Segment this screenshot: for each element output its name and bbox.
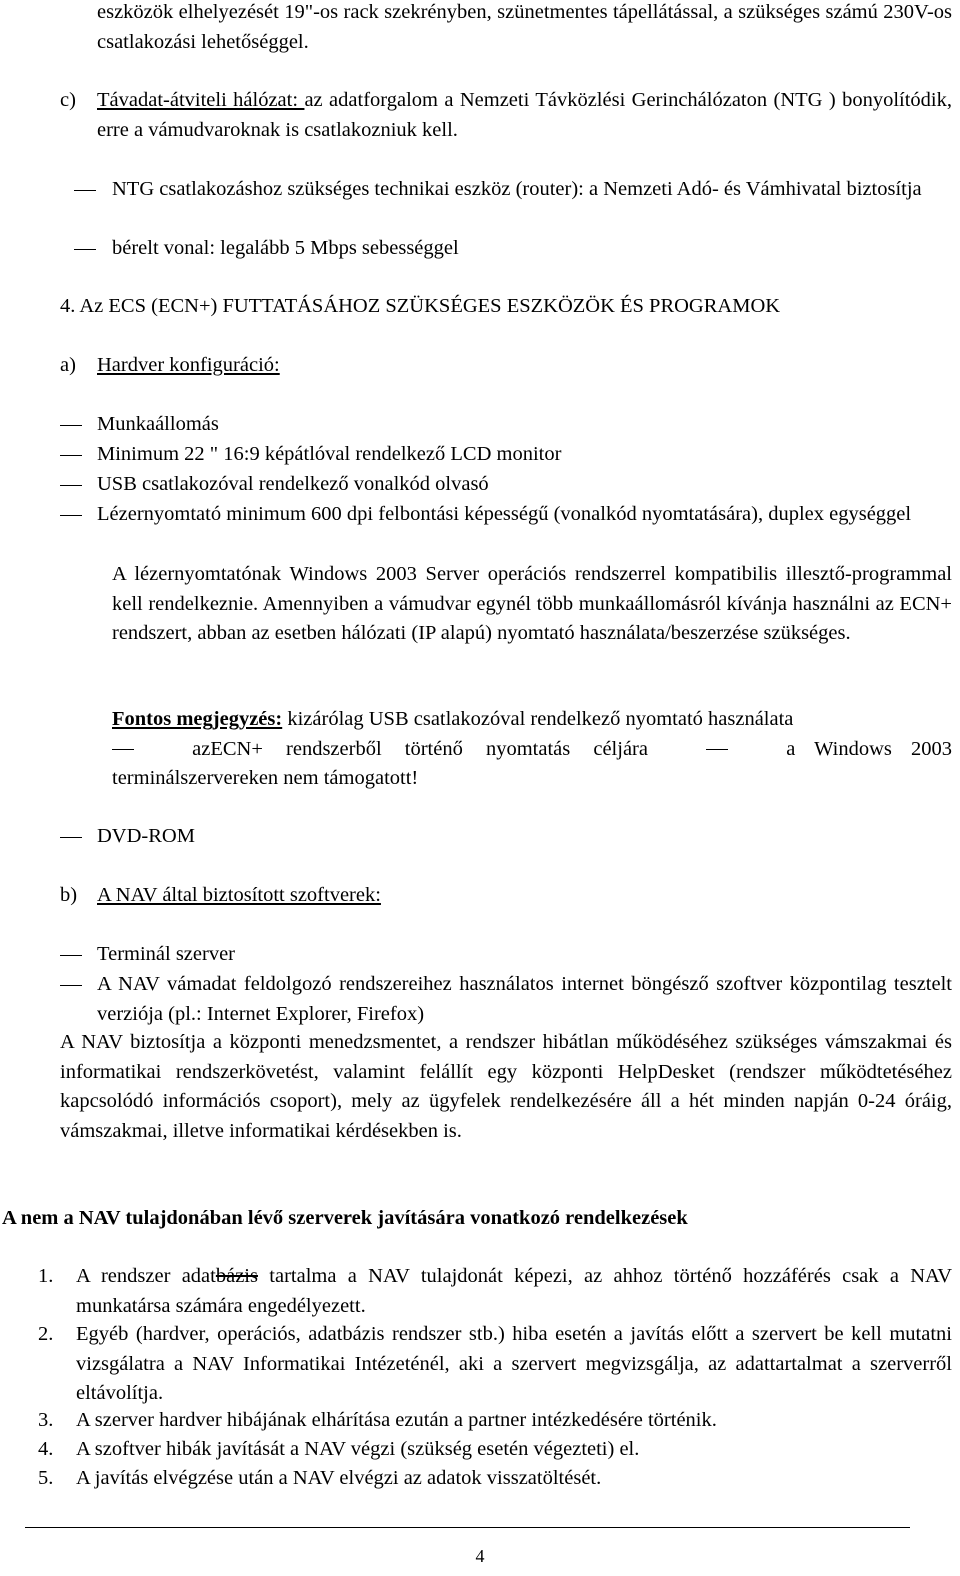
dash-icon <box>60 955 82 956</box>
section-a-bullet-2 <box>97 440 952 470</box>
nav-paragraph: A NAV biztosítja a központi menedzsmentet, a rendszer hibátlan működéséhez szükséges vámszakmai és informatikai rendszerkövetést, valamint felállít egy központi HelpDesket (rendszer működtetéséhez kapcsolódó információs csoport), mely az ügyfelek rendelkezésére áll a hét minden napján 0-24 óráig, vámszakmai, illetve informatikai kérdésekben is. <box>60 1031 952 1142</box>
item-body: A szerver hardver hibájának elhárítása ezután a partner intézkedésére történik. <box>76 1409 717 1431</box>
important-line-3: terminálszervereken nem támogatott! <box>112 767 419 789</box>
section-a-label: a) <box>60 354 76 376</box>
bullet-text: A NAV vámadat feldolgozó rendszereihez használatos internet böngésző szoftver központilag tesztelt verziója (pl.: Internet Explorer, Firefox) <box>97 973 952 1025</box>
important-label: Fontos megjegyzés: <box>112 708 283 730</box>
important-text-1: kizárólag USB csatlakozóval rendelkező nyomtató használata <box>282 708 794 730</box>
item-body: Egyéb (hardver, operációs, adatbázis rendszer stb.) hiba esetén a javítás előtt a szervert be kell mutatni vizsgálatra a NAV Informatikai Intézeténél, aki a szervert megvizsgálja, az adattartalmat a szerverről eltávolítja. <box>76 1323 952 1404</box>
section-c-body <box>97 86 952 145</box>
important-text-2: azECN+ rendszerből történő nyomtatás céljára <box>192 737 648 760</box>
section-c-bullet-2 <box>112 234 952 264</box>
bullet-text: USB csatlakozóval rendelkező vonalkód olvasó <box>97 473 489 495</box>
repair-item-3 <box>38 1406 952 1436</box>
page-number: 4 <box>475 1546 485 1566</box>
section-a-heading <box>60 351 952 381</box>
item-body: A javítás elvégzése után a NAV elvégzi az adatok visszatöltését. <box>76 1467 602 1489</box>
dash-icon <box>60 455 82 456</box>
item-number: 4. <box>38 1438 54 1460</box>
section-c-label: c) <box>60 89 76 111</box>
dash-icon <box>60 485 82 486</box>
section-b-bullet-1 <box>97 940 952 970</box>
section-a-bullet-3 <box>97 470 952 500</box>
section-c-title: Távadat-átviteli hálózat: <box>97 89 305 111</box>
dash-icon <box>74 190 96 191</box>
repair-item-5 <box>38 1464 952 1494</box>
dash-icon <box>60 425 82 426</box>
bullet-text: Terminál szerver <box>97 943 236 965</box>
section-b-heading <box>60 881 952 911</box>
section-b-bullet-2 <box>97 970 952 1029</box>
section-b-label: b) <box>60 884 78 906</box>
section-c <box>60 86 952 145</box>
item-text-post: tartalma a NAV tulajdonát képezi, az ahhoz történő hozzáférés csak a NAV munkatársa számára engedélyezett. <box>76 1265 952 1317</box>
item-number: 2. <box>38 1323 54 1345</box>
repair-item-4 <box>38 1435 952 1465</box>
dash-icon <box>60 515 82 516</box>
bullet-text: bérelt vonal: legalább 5 Mbps sebességgel <box>112 237 459 259</box>
section-a-bullet-1 <box>97 410 952 440</box>
dash-icon <box>60 837 82 838</box>
dash-icon <box>60 985 82 986</box>
dash-icon <box>74 249 96 250</box>
item-body: A szoftver hibák javítását a NAV végzi (szükség esetén végezteti) el. <box>76 1438 640 1460</box>
footer-rule <box>25 1527 910 1528</box>
important-note <box>112 705 952 794</box>
section-b-title: A NAV által biztosított szoftverek: <box>97 884 381 906</box>
important-line-1 <box>112 705 952 735</box>
item-number: 3. <box>38 1409 54 1431</box>
dash-icon <box>112 749 134 750</box>
section-a-bullet-4 <box>97 500 952 530</box>
item-body <box>76 1262 952 1321</box>
item-text-struck: bázis <box>215 1265 258 1287</box>
bullet-text: NTG csatlakozáshoz szükséges technikai eszköz (router): a Nemzeti Adó- és Vámhivatal biztosítja <box>112 178 922 200</box>
bullet-text: Munkaállomás <box>97 413 219 435</box>
item-text-pre: A rendszer adat <box>76 1265 216 1287</box>
bullet-text: Lézernyomtató minimum 600 dpi felbontási képességű (vonalkód nyomtatására), duplex egységgel <box>97 503 912 525</box>
section-a-bullet-dvd <box>97 822 952 852</box>
item-number: 1. <box>38 1265 54 1287</box>
section-4-heading: 4. Az ECS (ECN+) FUTTATÁSÁHOZ SZÜKSÉGES ESZKÖZÖK ÉS PROGRAMOK <box>60 295 781 317</box>
section-c-text: az adatforgalom a Nemzeti Távközlési Gerinchálózaton (NTG ) bonyolítódik, erre a vámudvaroknak is csatlakozniuk kell. <box>97 89 952 141</box>
section-a-title: Hardver konfiguráció: <box>97 354 280 376</box>
bullet-b2-body <box>97 970 952 1029</box>
bullet-4-body <box>97 500 952 530</box>
dash-icon <box>706 749 728 750</box>
section-c-bullet-1 <box>112 175 952 205</box>
important-text-3a: a Windows 2003 <box>786 737 952 760</box>
repair-item-2 <box>38 1320 952 1409</box>
item-number: 5. <box>38 1467 54 1489</box>
bullet-text: DVD-ROM <box>97 825 195 847</box>
repair-heading: A nem a NAV tulajdonában lévő szerverek javítására vonatkozó rendelkezések <box>2 1207 688 1229</box>
bullet-text: Minimum 22 " 16:9 képátlóval rendelkező LCD monitor <box>97 443 562 465</box>
intro-paragraph: eszközök elhelyezését 19"-os rack szekrényben, szünetmentes tápellátással, a szükséges számú 230V-os csatlakozási lehetőséggel. <box>97 1 952 53</box>
printer-note: A lézernyomtatónak Windows 2003 Server operációs rendszerrel kompatibilis illesztő-programmal kell rendelkeznie. Amennyiben a vámudvar egynél több munkaállomásról kívánja használni az ECN+ rendszert, abban az esetben hálózati (IP alapú) nyomtató használata/beszerzése szükséges. <box>112 563 952 644</box>
important-line-2 <box>112 735 952 765</box>
repair-item-1 <box>38 1262 952 1321</box>
